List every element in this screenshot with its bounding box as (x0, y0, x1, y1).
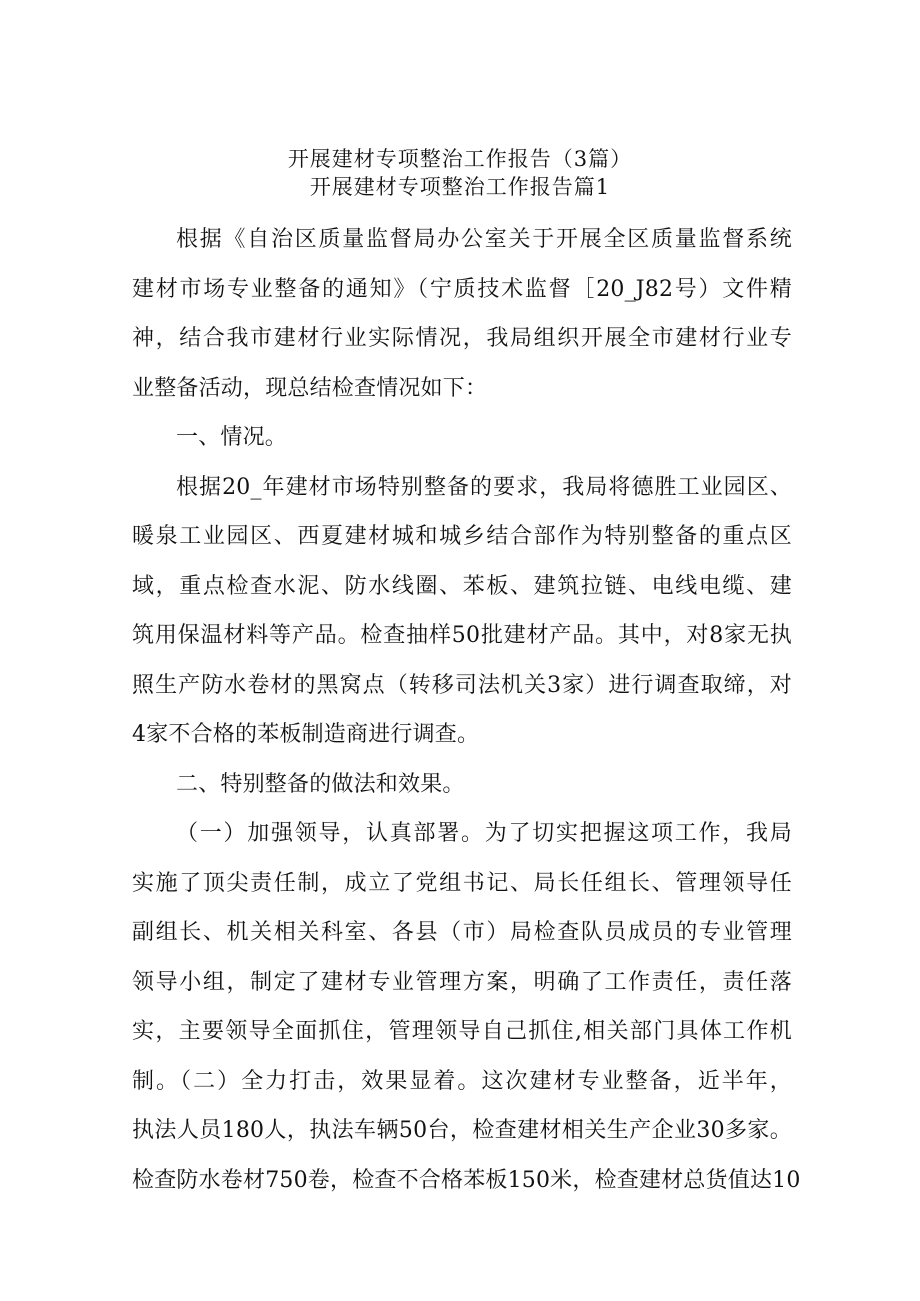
text-line: 领导小组，制定了建材专业管理方案，明确了工作责任，责任落 (132, 969, 792, 995)
text-line: 一、情况。 (176, 425, 288, 450)
text-line: 域，重点检查水泥、防水线圈、苯板、建筑拉链、电线电缆、建 (132, 573, 792, 599)
text-line: 二、特别整备的做法和效果。 (176, 771, 465, 797)
document-body (132, 215, 801, 1205)
text-line: 4家不合格的苯板制造商进行调查。 (132, 722, 480, 747)
text-line: 建材市场专业整备的通知》（宁质技术监督［20_J82号）文件精 (132, 276, 792, 302)
text-line: 神，结合我市建材行业实际情况，我局组织开展全市建材行业专 (132, 326, 792, 351)
text-line: 业整备活动，现总结检查情况如下： (132, 375, 488, 401)
text-line: 实，主要领导全面抓住，管理领导自己抓住,相关部门具体工作机 (132, 1019, 792, 1044)
text-line: 副组长、机关相关科室、各县（市）局检查队员成员的专业管理 (132, 920, 792, 945)
text-line: 检查防水卷材750卷，检查不合格苯板150米，检查建材总货值达10 (132, 1167, 801, 1193)
text-line: （一）加强领导，认真部署。为了切实把握这项工作，我局 (176, 821, 792, 846)
text-line: 制。（二）全力打击，效果显着。这次建材专业整备，近半年， (132, 1068, 792, 1094)
text-line: 根据《自治区质量监督局办公室关于开展全区质量监督系统 (176, 227, 792, 252)
document-title: 开展建材专项整治工作报告（3篇） (287, 147, 633, 171)
text-line: 照生产防水卷材的黑窝点（转移司法机关3家）进行调查取缔，对 (132, 672, 792, 698)
text-line: 实施了顶尖责任制，成立了党组书记、局长任组长、管理领导任 (132, 870, 792, 896)
text-line: 暖泉工业园区、西夏建材城和城乡结合部作为特别整备的重点区 (132, 524, 792, 549)
document-subtitle: 开展建材专项整治工作报告篇1 (309, 175, 611, 199)
text-line: 根据20_年建材市场特别整备的要求，我局将德胜工业园区、 (176, 474, 792, 500)
text-line: 筑用保温材料等产品。检查抽样50批建材产品。其中，对8家无执 (132, 623, 792, 648)
title-block (0, 145, 920, 201)
text-line: 执法人员180人，执法车辆50台，检查建材相关生产企业30多家。 (132, 1118, 792, 1143)
